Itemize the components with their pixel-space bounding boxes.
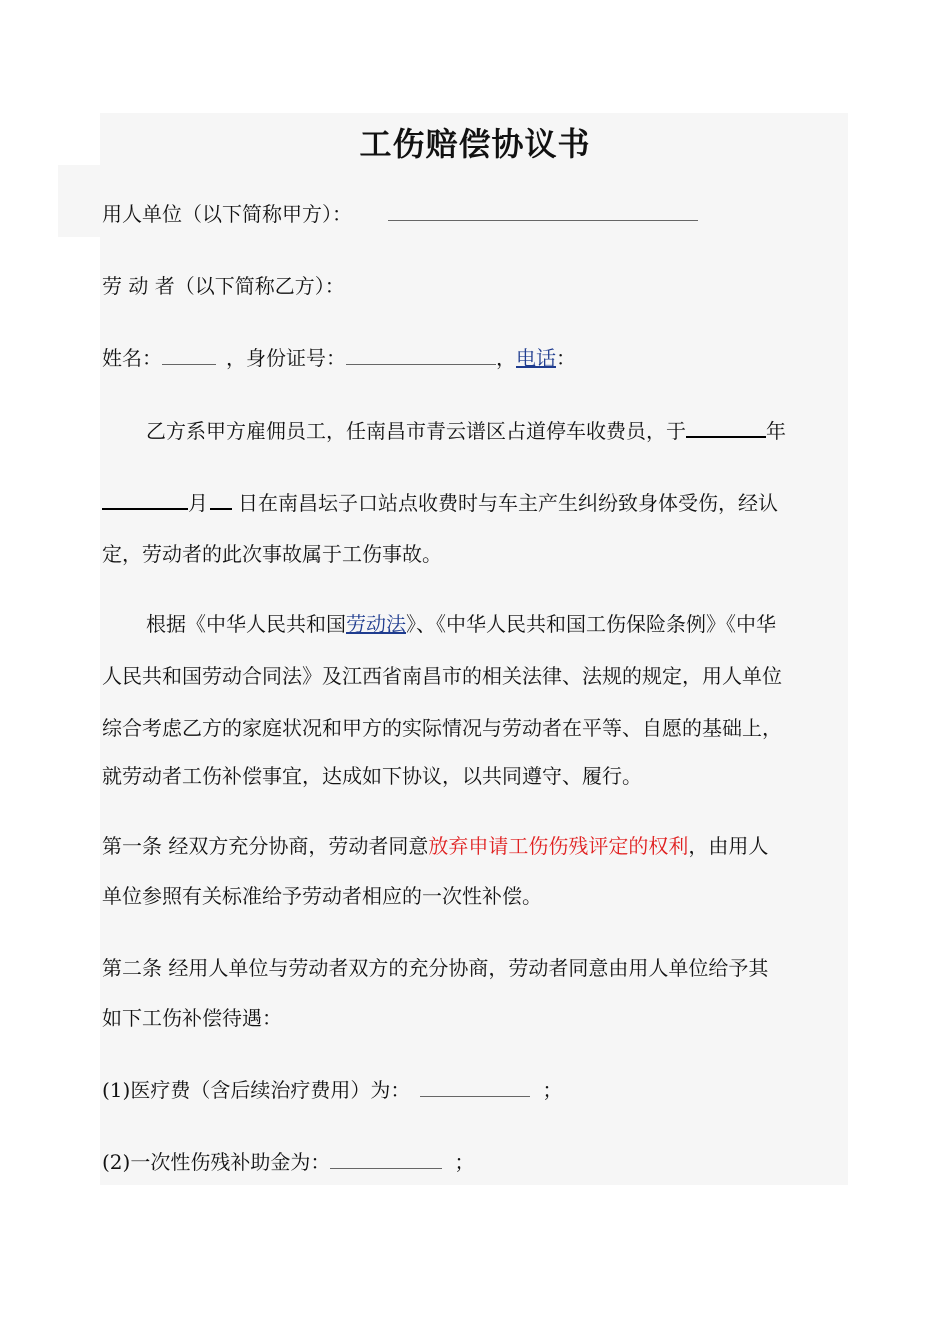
article1-post: ，由用人 (688, 834, 769, 858)
employer-line (102, 202, 698, 226)
para2-line4: 就劳动者工伤补偿事宜，达成如下协议，以共同遵守、履行。 (102, 764, 642, 788)
item-label: (1)医疗费（含后续治疗费用）为： (102, 1078, 411, 1102)
para2-line3: 综合考虑乙方的家庭状况和甲方的实际情况与劳动者在平等、自愿的基础上， (102, 716, 782, 740)
year-blank[interactable] (686, 418, 766, 438)
medical-fee-blank[interactable] (420, 1078, 530, 1097)
employer-blank[interactable] (388, 202, 698, 221)
article1-line1 (102, 834, 768, 858)
item-label: (2)一次性伤残补助金为： (102, 1150, 331, 1174)
labor-law-link[interactable]: 劳动法 (346, 612, 406, 636)
year-label: 年 (766, 419, 786, 443)
month-label: 月 (188, 491, 208, 515)
article2-line2: 如下工伤补偿待遇： (102, 1006, 282, 1030)
article1-highlight: 放弃申请工伤伤残评定的权利 (428, 834, 689, 858)
para1-line3: 定，劳动者的此次事故属于工伤事故。 (102, 542, 442, 566)
phone-link[interactable]: 电话 (516, 346, 556, 370)
id-label: ，身份证号： (226, 346, 346, 370)
month-blank[interactable] (102, 490, 188, 510)
item-end: ； (542, 1078, 563, 1102)
comma-separator: ， (496, 346, 516, 370)
document-background-notch (58, 165, 102, 237)
identity-line (102, 346, 576, 370)
item-disability-subsidy (102, 1150, 474, 1174)
para1-line2 (102, 490, 778, 515)
name-blank[interactable] (162, 346, 216, 365)
para2-pre: 根据《中华人民共和国 (146, 612, 346, 636)
worker-line (102, 274, 345, 298)
para2-line1 (146, 612, 776, 636)
article1-line2: 单位参照有关标准给予劳动者相应的一次性补偿。 (102, 884, 542, 908)
disability-subsidy-blank[interactable] (330, 1150, 442, 1169)
employer-label: 用人单位（以下简称甲方）： (102, 202, 352, 226)
name-label: 姓名： (102, 346, 162, 370)
worker-label: 劳 动 者（以下简称乙方）： (102, 274, 345, 298)
para1-line1 (146, 418, 786, 443)
item-medical-fee (102, 1078, 562, 1102)
phone-colon: ： (556, 346, 576, 370)
id-number-blank[interactable] (346, 346, 496, 365)
para1-line2-text: 日在南昌坛子口站点收费时与车主产生纠纷致身体受伤，经认 (238, 491, 778, 515)
para1-text: 乙方系甲方雇佣员工，任南昌市青云谱区占道停车收费员，于 (146, 419, 686, 443)
day-blank[interactable] (210, 490, 232, 510)
para2-post: 》、《中华人民共和国工伤保险条例》《中华 (406, 612, 776, 636)
article2-line1: 第二条 经用人单位与劳动者双方的充分协商，劳动者同意由用人单位给予其 (102, 956, 769, 980)
article1-pre: 第一条 经双方充分协商，劳动者同意 (102, 834, 429, 858)
para2-line2: 人民共和国劳动合同法》及江西省南昌市的相关法律、法规的规定，用人单位 (102, 664, 782, 688)
item-end: ； (454, 1150, 475, 1174)
document-title: 工伤赔偿协议书 (359, 125, 591, 163)
